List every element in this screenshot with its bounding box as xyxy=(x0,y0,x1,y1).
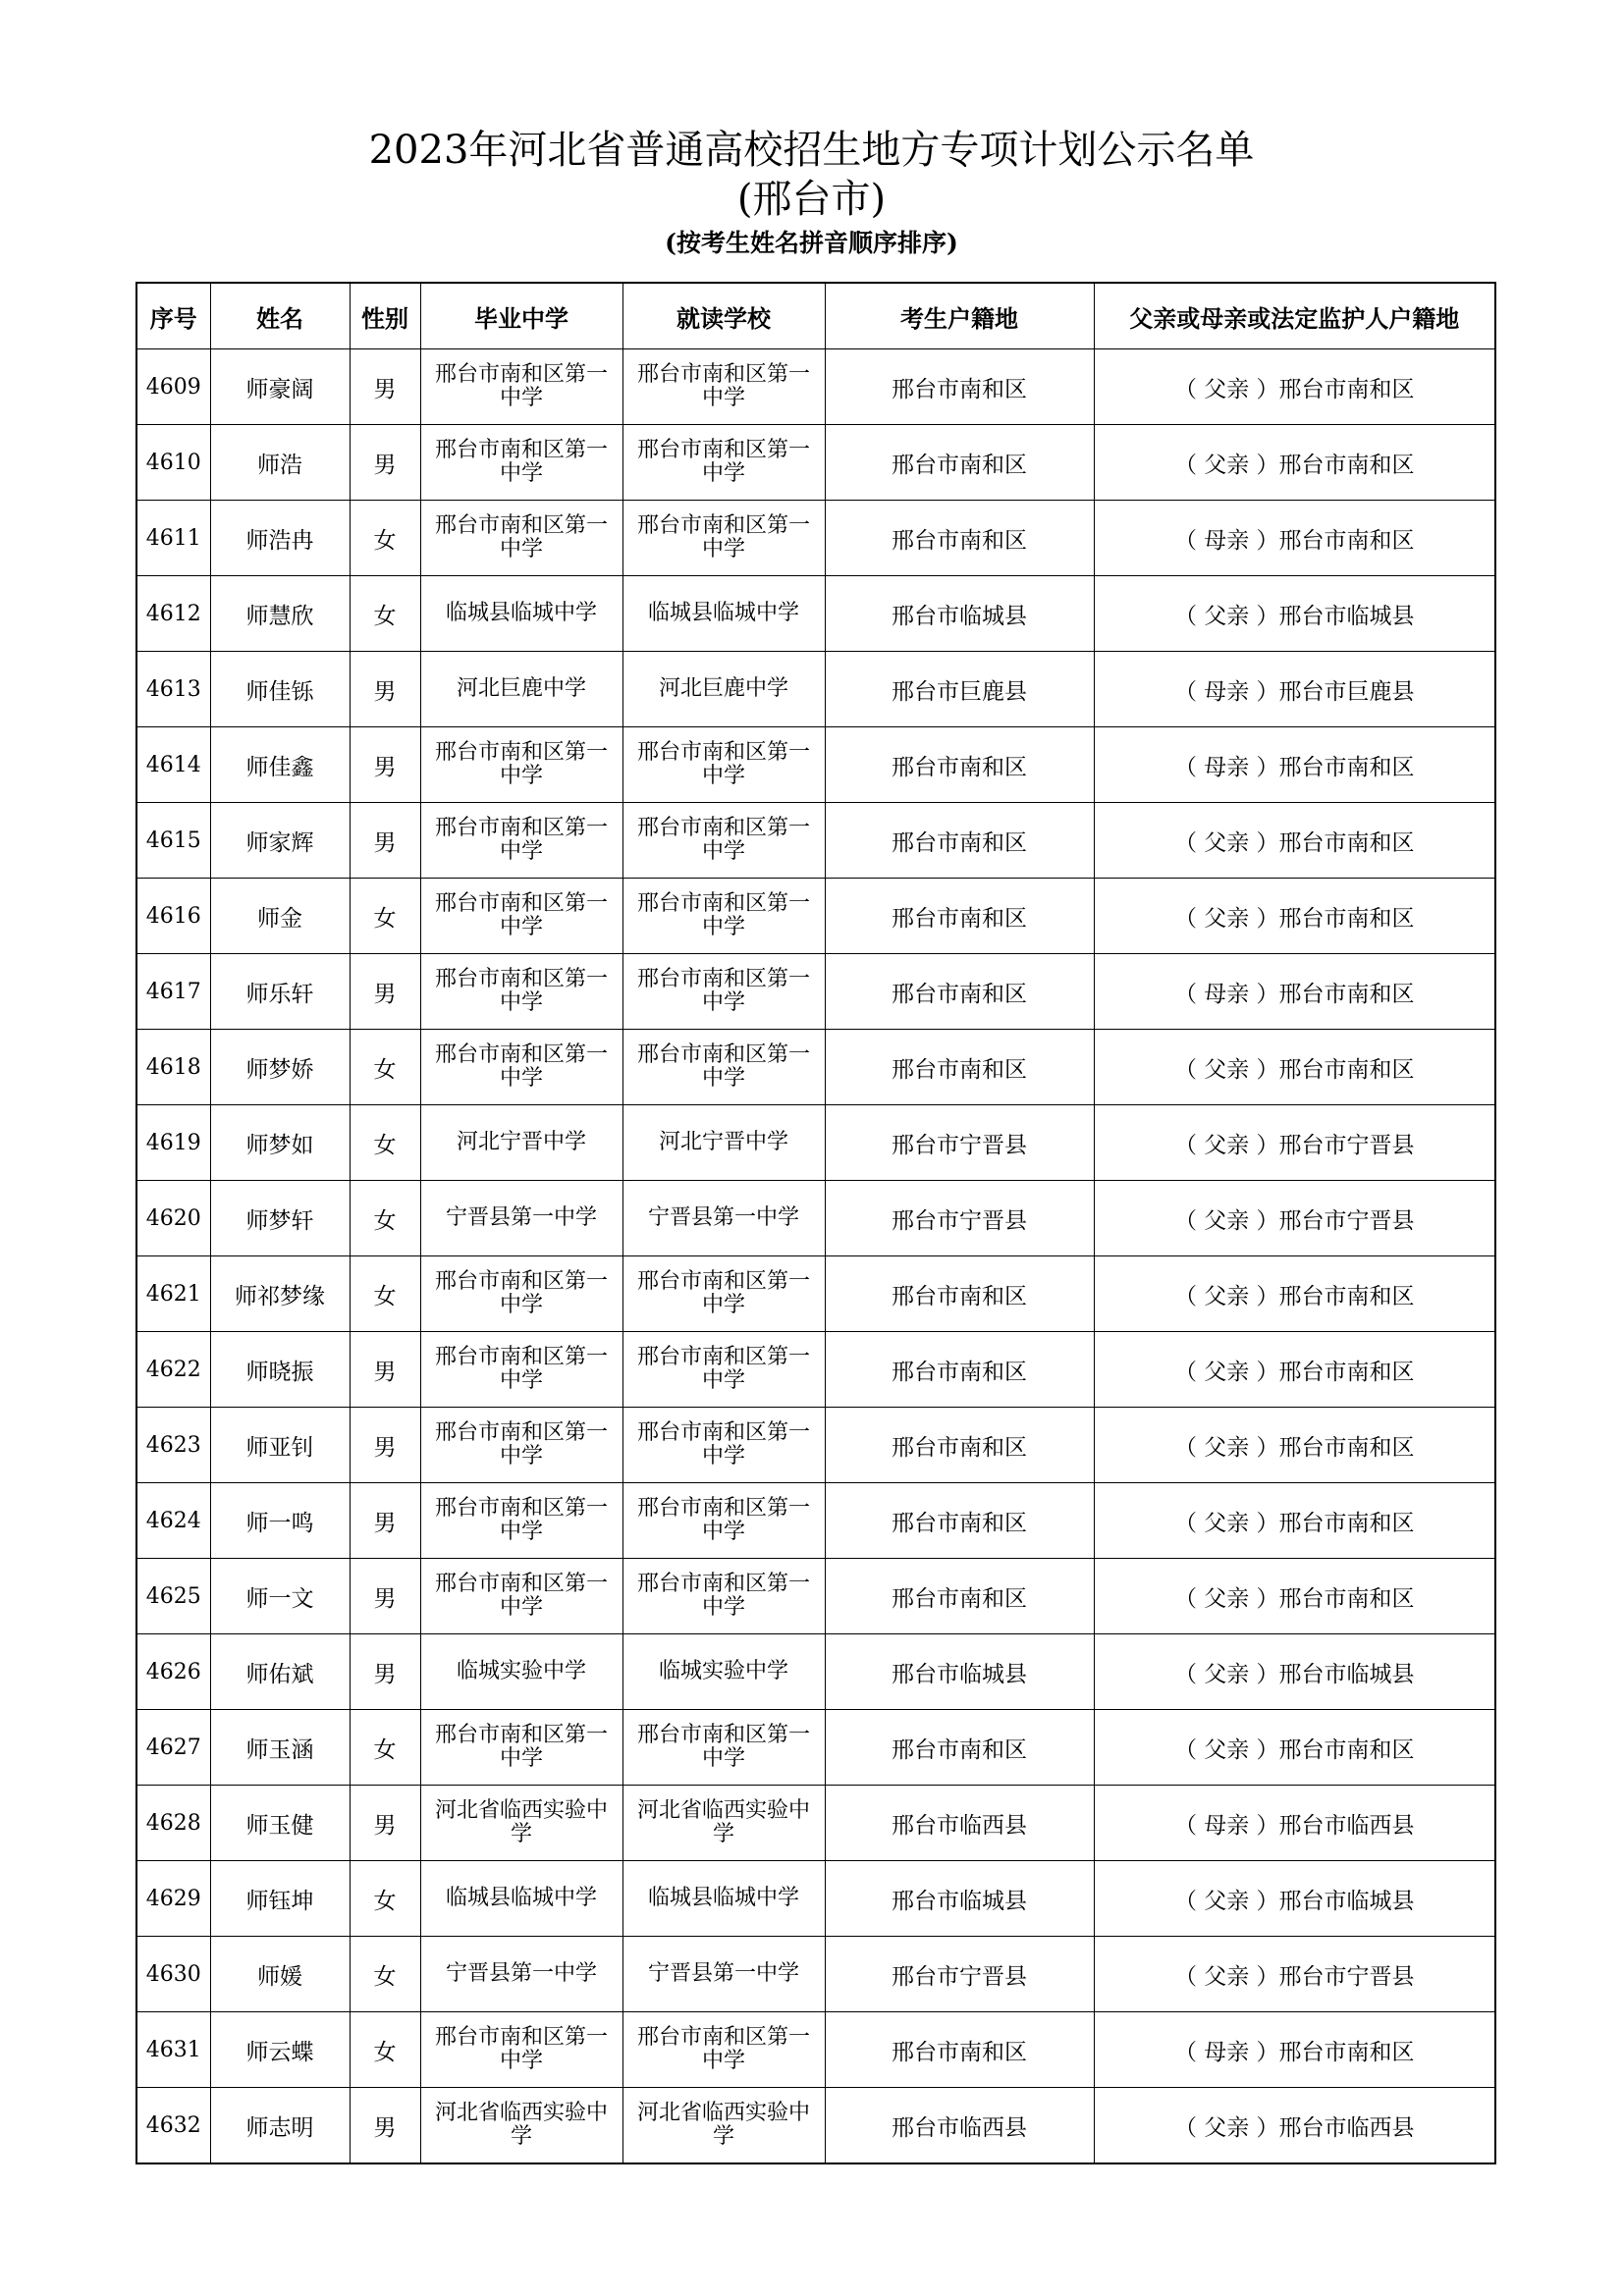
guardian-household-cell: （ 母亲 ）邢台市临西县 xyxy=(1094,1786,1495,1861)
table-row xyxy=(136,576,1495,652)
table-row xyxy=(136,501,1495,576)
student-household-cell: 邢台市南和区 xyxy=(825,1710,1094,1786)
serial-cell: 4625 xyxy=(136,1559,210,1634)
current-school-cell: 河北省临西实验中学 xyxy=(622,2088,825,2164)
name-cell: 师梦轩 xyxy=(210,1181,350,1256)
guardian-household-cell: （ 父亲 ）邢台市南和区 xyxy=(1094,879,1495,954)
table-row xyxy=(136,727,1495,803)
table-row xyxy=(136,1105,1495,1181)
student-household-cell: 邢台市巨鹿县 xyxy=(825,652,1094,727)
student-household-cell: 邢台市宁晋县 xyxy=(825,1181,1094,1256)
student-household-cell: 邢台市南和区 xyxy=(825,954,1094,1030)
serial-cell: 4617 xyxy=(136,954,210,1030)
page-subtitle: (邢台市) xyxy=(736,177,887,222)
serial-cell: 4612 xyxy=(136,576,210,652)
gender-cell: 男 xyxy=(350,803,420,879)
guardian-household-cell: （ 母亲 ）邢台市南和区 xyxy=(1094,501,1495,576)
guardian-household-cell: （ 父亲 ）邢台市南和区 xyxy=(1094,1256,1495,1332)
current-school-cell: 邢台市南和区第一中学 xyxy=(622,501,825,576)
table-row xyxy=(136,1256,1495,1332)
name-cell: 师晓振 xyxy=(210,1332,350,1408)
student-household-cell: 邢台市南和区 xyxy=(825,425,1094,501)
current-school-cell: 临城县临城中学 xyxy=(622,1861,825,1937)
guardian-household-cell: （ 母亲 ）邢台市巨鹿县 xyxy=(1094,652,1495,727)
graduated-school-cell: 邢台市南和区第一中学 xyxy=(420,1483,622,1559)
name-cell: 师一鸣 xyxy=(210,1483,350,1559)
serial-cell: 4624 xyxy=(136,1483,210,1559)
student-household-cell: 邢台市临城县 xyxy=(825,1634,1094,1710)
current-school-cell: 邢台市南和区第一中学 xyxy=(622,1256,825,1332)
table-row xyxy=(136,1408,1495,1483)
current-school-cell: 邢台市南和区第一中学 xyxy=(622,1483,825,1559)
name-cell: 师浩冉 xyxy=(210,501,350,576)
graduated-school-cell: 河北省临西实验中学 xyxy=(420,2088,622,2164)
gender-cell: 男 xyxy=(350,1786,420,1861)
guardian-household-cell: （ 父亲 ）邢台市南和区 xyxy=(1094,349,1495,425)
guardian-household-cell: （ 父亲 ）邢台市南和区 xyxy=(1094,1710,1495,1786)
student-household-cell: 邢台市南和区 xyxy=(825,1483,1094,1559)
header-serial: 序号 xyxy=(136,283,210,349)
graduated-school-cell: 临城实验中学 xyxy=(420,1634,622,1710)
serial-cell: 4631 xyxy=(136,2012,210,2088)
name-cell: 师乐轩 xyxy=(210,954,350,1030)
gender-cell: 男 xyxy=(350,652,420,727)
graduated-school-cell: 临城县临城中学 xyxy=(420,1861,622,1937)
guardian-household-cell: （ 父亲 ）邢台市宁晋县 xyxy=(1094,1181,1495,1256)
gender-cell: 男 xyxy=(350,349,420,425)
page-title: 2023年河北省普通高校招生地方专项计划公示名单 xyxy=(368,128,1255,173)
current-school-cell: 邢台市南和区第一中学 xyxy=(622,2012,825,2088)
serial-cell: 4630 xyxy=(136,1937,210,2012)
header-name: 姓名 xyxy=(210,283,350,349)
gender-cell: 男 xyxy=(350,727,420,803)
table-row xyxy=(136,954,1495,1030)
serial-cell: 4623 xyxy=(136,1408,210,1483)
gender-cell: 女 xyxy=(350,576,420,652)
name-cell: 师家辉 xyxy=(210,803,350,879)
serial-cell: 4618 xyxy=(136,1030,210,1105)
table-body xyxy=(136,349,1495,2164)
name-cell: 师慧欣 xyxy=(210,576,350,652)
name-cell: 师亚钊 xyxy=(210,1408,350,1483)
student-household-cell: 邢台市南和区 xyxy=(825,349,1094,425)
header-student-household: 考生户籍地 xyxy=(825,283,1094,349)
name-cell: 师佳鑫 xyxy=(210,727,350,803)
serial-cell: 4609 xyxy=(136,349,210,425)
gender-cell: 男 xyxy=(350,1559,420,1634)
graduated-school-cell: 邢台市南和区第一中学 xyxy=(420,1256,622,1332)
gender-cell: 男 xyxy=(350,1408,420,1483)
guardian-household-cell: （ 父亲 ）邢台市临城县 xyxy=(1094,576,1495,652)
name-cell: 师梦如 xyxy=(210,1105,350,1181)
graduated-school-cell: 邢台市南和区第一中学 xyxy=(420,727,622,803)
graduated-school-cell: 邢台市南和区第一中学 xyxy=(420,1408,622,1483)
graduated-school-cell: 邢台市南和区第一中学 xyxy=(420,1710,622,1786)
current-school-cell: 河北巨鹿中学 xyxy=(622,652,825,727)
roster-table xyxy=(135,282,1496,2164)
serial-cell: 4620 xyxy=(136,1181,210,1256)
current-school-cell: 河北省临西实验中学 xyxy=(622,1786,825,1861)
serial-cell: 4616 xyxy=(136,879,210,954)
current-school-cell: 邢台市南和区第一中学 xyxy=(622,803,825,879)
student-household-cell: 邢台市南和区 xyxy=(825,1408,1094,1483)
guardian-household-cell: （ 父亲 ）邢台市南和区 xyxy=(1094,1030,1495,1105)
current-school-cell: 邢台市南和区第一中学 xyxy=(622,1030,825,1105)
graduated-school-cell: 河北省临西实验中学 xyxy=(420,1786,622,1861)
graduated-school-cell: 河北宁晋中学 xyxy=(420,1105,622,1181)
name-cell: 师佳铄 xyxy=(210,652,350,727)
serial-cell: 4626 xyxy=(136,1634,210,1710)
student-household-cell: 邢台市南和区 xyxy=(825,501,1094,576)
graduated-school-cell: 邢台市南和区第一中学 xyxy=(420,1030,622,1105)
gender-cell: 男 xyxy=(350,2088,420,2164)
table-row xyxy=(136,2012,1495,2088)
gender-cell: 男 xyxy=(350,1634,420,1710)
table-row xyxy=(136,879,1495,954)
serial-cell: 4622 xyxy=(136,1332,210,1408)
current-school-cell: 邢台市南和区第一中学 xyxy=(622,879,825,954)
student-household-cell: 邢台市临城县 xyxy=(825,1861,1094,1937)
student-household-cell: 邢台市宁晋县 xyxy=(825,1937,1094,2012)
table-row xyxy=(136,1483,1495,1559)
guardian-household-cell: （ 父亲 ）邢台市南和区 xyxy=(1094,425,1495,501)
gender-cell: 女 xyxy=(350,1937,420,2012)
current-school-cell: 邢台市南和区第一中学 xyxy=(622,349,825,425)
header-gender: 性别 xyxy=(350,283,420,349)
gender-cell: 女 xyxy=(350,1181,420,1256)
guardian-household-cell: （ 父亲 ）邢台市南和区 xyxy=(1094,1483,1495,1559)
student-household-cell: 邢台市临西县 xyxy=(825,2088,1094,2164)
student-household-cell: 邢台市宁晋县 xyxy=(825,1105,1094,1181)
name-cell: 师佑斌 xyxy=(210,1634,350,1710)
current-school-cell: 邢台市南和区第一中学 xyxy=(622,1710,825,1786)
student-household-cell: 邢台市南和区 xyxy=(825,2012,1094,2088)
table-row xyxy=(136,1332,1495,1408)
current-school-cell: 邢台市南和区第一中学 xyxy=(622,727,825,803)
name-cell: 师玉涵 xyxy=(210,1710,350,1786)
serial-cell: 4627 xyxy=(136,1710,210,1786)
graduated-school-cell: 临城县临城中学 xyxy=(420,576,622,652)
gender-cell: 女 xyxy=(350,879,420,954)
graduated-school-cell: 邢台市南和区第一中学 xyxy=(420,501,622,576)
guardian-household-cell: （ 母亲 ）邢台市南和区 xyxy=(1094,727,1495,803)
header-guardian-household: 父亲或母亲或法定监护人户籍地 xyxy=(1094,283,1495,349)
graduated-school-cell: 河北巨鹿中学 xyxy=(420,652,622,727)
gender-cell: 女 xyxy=(350,1710,420,1786)
table-row xyxy=(136,2088,1495,2164)
guardian-household-cell: （ 父亲 ）邢台市临城县 xyxy=(1094,1861,1495,1937)
graduated-school-cell: 邢台市南和区第一中学 xyxy=(420,879,622,954)
guardian-household-cell: （ 父亲 ）邢台市临城县 xyxy=(1094,1634,1495,1710)
table-row xyxy=(136,1710,1495,1786)
header-current-school: 就读学校 xyxy=(622,283,825,349)
table-row xyxy=(136,1181,1495,1256)
serial-cell: 4629 xyxy=(136,1861,210,1937)
name-cell: 师浩 xyxy=(210,425,350,501)
graduated-school-cell: 邢台市南和区第一中学 xyxy=(420,954,622,1030)
serial-cell: 4632 xyxy=(136,2088,210,2164)
name-cell: 师钰坤 xyxy=(210,1861,350,1937)
guardian-household-cell: （ 父亲 ）邢台市宁晋县 xyxy=(1094,1937,1495,2012)
student-household-cell: 邢台市南和区 xyxy=(825,1256,1094,1332)
student-household-cell: 邢台市南和区 xyxy=(825,1030,1094,1105)
table-row xyxy=(136,1559,1495,1634)
guardian-household-cell: （ 父亲 ）邢台市南和区 xyxy=(1094,1332,1495,1408)
student-household-cell: 邢台市南和区 xyxy=(825,1559,1094,1634)
guardian-household-cell: （ 父亲 ）邢台市宁晋县 xyxy=(1094,1105,1495,1181)
table-row xyxy=(136,1861,1495,1937)
current-school-cell: 临城实验中学 xyxy=(622,1634,825,1710)
gender-cell: 女 xyxy=(350,1105,420,1181)
serial-cell: 4611 xyxy=(136,501,210,576)
guardian-household-cell: （ 母亲 ）邢台市南和区 xyxy=(1094,2012,1495,2088)
graduated-school-cell: 宁晋县第一中学 xyxy=(420,1181,622,1256)
gender-cell: 女 xyxy=(350,1256,420,1332)
gender-cell: 女 xyxy=(350,1030,420,1105)
table-row xyxy=(136,425,1495,501)
table-row xyxy=(136,349,1495,425)
student-household-cell: 邢台市南和区 xyxy=(825,1332,1094,1408)
current-school-cell: 河北宁晋中学 xyxy=(622,1105,825,1181)
current-school-cell: 邢台市南和区第一中学 xyxy=(622,954,825,1030)
table-header-row xyxy=(136,283,1495,349)
student-household-cell: 邢台市南和区 xyxy=(825,803,1094,879)
serial-cell: 4610 xyxy=(136,425,210,501)
table-row xyxy=(136,803,1495,879)
guardian-household-cell: （ 父亲 ）邢台市南和区 xyxy=(1094,1559,1495,1634)
serial-cell: 4613 xyxy=(136,652,210,727)
current-school-cell: 宁晋县第一中学 xyxy=(622,1937,825,2012)
current-school-cell: 邢台市南和区第一中学 xyxy=(622,1559,825,1634)
current-school-cell: 邢台市南和区第一中学 xyxy=(622,1408,825,1483)
name-cell: 师豪阔 xyxy=(210,349,350,425)
gender-cell: 女 xyxy=(350,2012,420,2088)
gender-cell: 男 xyxy=(350,425,420,501)
name-cell: 师梦娇 xyxy=(210,1030,350,1105)
graduated-school-cell: 宁晋县第一中学 xyxy=(420,1937,622,2012)
gender-cell: 女 xyxy=(350,1861,420,1937)
current-school-cell: 邢台市南和区第一中学 xyxy=(622,1332,825,1408)
serial-cell: 4621 xyxy=(136,1256,210,1332)
serial-cell: 4628 xyxy=(136,1786,210,1861)
graduated-school-cell: 邢台市南和区第一中学 xyxy=(420,349,622,425)
student-household-cell: 邢台市南和区 xyxy=(825,727,1094,803)
guardian-household-cell: （ 父亲 ）邢台市南和区 xyxy=(1094,1408,1495,1483)
header-graduated-school: 毕业中学 xyxy=(420,283,622,349)
table-row xyxy=(136,1030,1495,1105)
graduated-school-cell: 邢台市南和区第一中学 xyxy=(420,425,622,501)
name-cell: 师云蝶 xyxy=(210,2012,350,2088)
guardian-household-cell: （ 父亲 ）邢台市临西县 xyxy=(1094,2088,1495,2164)
name-cell: 师一文 xyxy=(210,1559,350,1634)
table-row xyxy=(136,652,1495,727)
graduated-school-cell: 邢台市南和区第一中学 xyxy=(420,1332,622,1408)
gender-cell: 男 xyxy=(350,954,420,1030)
guardian-household-cell: （ 父亲 ）邢台市南和区 xyxy=(1094,803,1495,879)
current-school-cell: 邢台市南和区第一中学 xyxy=(622,425,825,501)
name-cell: 师志明 xyxy=(210,2088,350,2164)
gender-cell: 男 xyxy=(350,1483,420,1559)
table-row xyxy=(136,1786,1495,1861)
name-cell: 师祁梦缘 xyxy=(210,1256,350,1332)
name-cell: 师媛 xyxy=(210,1937,350,2012)
gender-cell: 女 xyxy=(350,501,420,576)
guardian-household-cell: （ 母亲 ）邢台市南和区 xyxy=(1094,954,1495,1030)
student-household-cell: 邢台市临城县 xyxy=(825,576,1094,652)
name-cell: 师玉健 xyxy=(210,1786,350,1861)
current-school-cell: 宁晋县第一中学 xyxy=(622,1181,825,1256)
table-row xyxy=(136,1634,1495,1710)
student-household-cell: 邢台市临西县 xyxy=(825,1786,1094,1861)
gender-cell: 男 xyxy=(350,1332,420,1408)
sort-note: (按考生姓名拼音顺序排序) xyxy=(665,229,958,257)
graduated-school-cell: 邢台市南和区第一中学 xyxy=(420,2012,622,2088)
current-school-cell: 临城县临城中学 xyxy=(622,576,825,652)
student-household-cell: 邢台市南和区 xyxy=(825,879,1094,954)
serial-cell: 4619 xyxy=(136,1105,210,1181)
name-cell: 师金 xyxy=(210,879,350,954)
serial-cell: 4614 xyxy=(136,727,210,803)
serial-cell: 4615 xyxy=(136,803,210,879)
graduated-school-cell: 邢台市南和区第一中学 xyxy=(420,1559,622,1634)
table-row xyxy=(136,1937,1495,2012)
graduated-school-cell: 邢台市南和区第一中学 xyxy=(420,803,622,879)
